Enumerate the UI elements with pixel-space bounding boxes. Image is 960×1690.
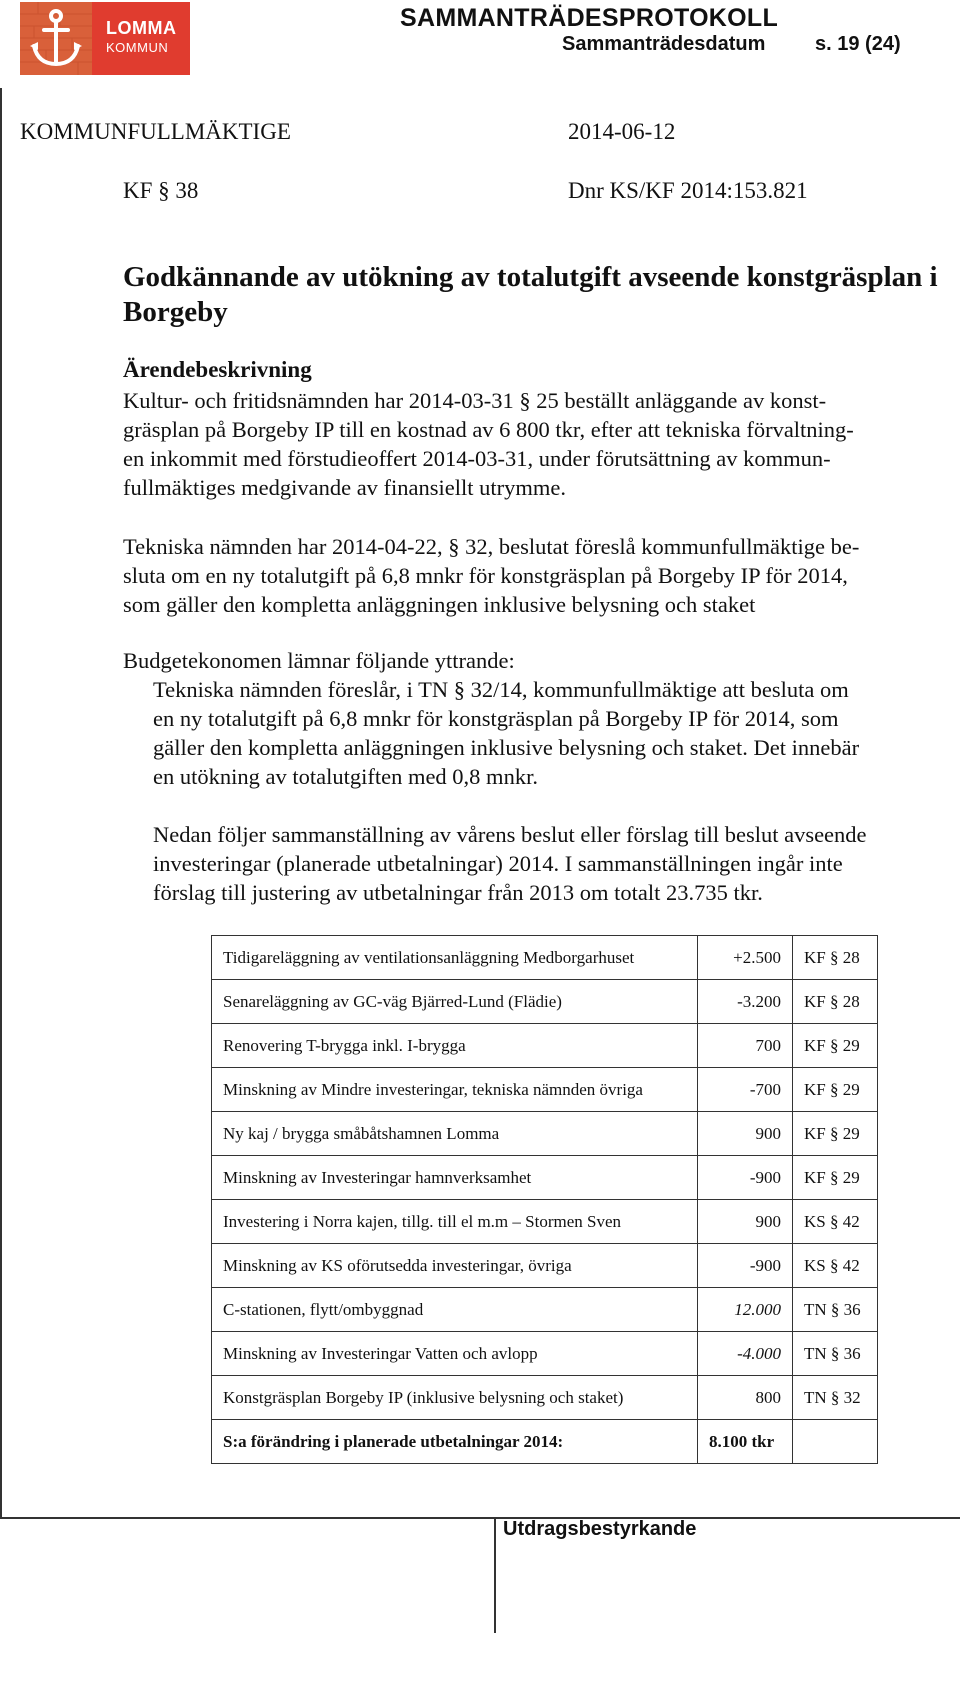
row-description: Minskning av Investeringar Vatten och avlopp xyxy=(212,1332,698,1376)
table-row xyxy=(212,1068,878,1112)
investment-table xyxy=(211,935,878,1464)
anchor-icon xyxy=(20,2,92,75)
sum-label: S:a förändring i planerade utbetalningar 2014: xyxy=(212,1420,698,1464)
row-amount: 12.000 xyxy=(698,1288,793,1332)
paragraph-description xyxy=(123,386,953,502)
row-reference: KF § 29 xyxy=(793,1068,878,1112)
text-line: en utökning av totalutgiften med 0,8 mnkr. xyxy=(153,764,538,789)
section-heading: Ärendebeskrivning xyxy=(123,357,312,382)
table-row xyxy=(212,1332,878,1376)
text-line: Tekniska nämnden har 2014-04-22, § 32, beslutat föreslå kommunfullmäktige be- xyxy=(123,534,860,559)
meeting-date-label: Sammanträdesdatum xyxy=(562,33,766,55)
row-reference: TN § 36 xyxy=(793,1332,878,1376)
row-description: Tidigareläggning av ventilationsanläggning Medborgarhuset xyxy=(212,936,698,980)
row-amount: 900 xyxy=(698,1112,793,1156)
text-line: Tekniska nämnden föreslår, i TN § 32/14, kommunfullmäktige att besluta om xyxy=(153,677,849,702)
text-line: gäller den kompletta anläggningen inklusive belysning och staket. Det innebär xyxy=(153,735,860,760)
logo-text-kommun: KOMMUN xyxy=(106,40,169,55)
committee-name: KOMMUNFULLMÄKTIGE xyxy=(20,119,291,144)
paragraph-summary-intro xyxy=(153,820,953,907)
row-reference: KF § 28 xyxy=(793,936,878,980)
row-description: Konstgräsplan Borgeby IP (inklusive belysning och staket) xyxy=(212,1376,698,1420)
page-title: Godkännande av utökning av totalutgift avseende konstgräsplan i Borgeby xyxy=(123,261,938,328)
row-reference: KF § 29 xyxy=(793,1112,878,1156)
registration-number: Dnr KS/KF 2014:153.821 xyxy=(568,178,808,203)
document-title: SAMMANTRÄDESPROTOKOLL xyxy=(400,4,779,32)
text-line: investeringar (planerade utbetalningar) 2014. I sammanställningen ingår inte xyxy=(153,851,843,876)
meeting-date: 2014-06-12 xyxy=(568,119,676,144)
table-row xyxy=(212,1112,878,1156)
municipality-logo xyxy=(20,2,190,75)
logo-text-lomma: LOMMA xyxy=(106,18,177,38)
row-reference: KF § 29 xyxy=(793,1024,878,1068)
signature-divider xyxy=(494,1517,496,1633)
table-row xyxy=(212,1244,878,1288)
row-reference: KF § 29 xyxy=(793,1156,878,1200)
row-amount: 900 xyxy=(698,1200,793,1244)
left-border-line xyxy=(0,88,2,1518)
text-line: Budgetekonomen lämnar följande yttrande: xyxy=(123,648,515,673)
text-line: fullmäktiges medgivande av finansiellt utrymme. xyxy=(123,475,567,500)
text-line: Kultur- och fritidsnämnden har 2014-03-31 § 25 beställt anläggande av konst- xyxy=(123,388,827,413)
row-amount: 800 xyxy=(698,1376,793,1420)
text-line: gräsplan på Borgeby IP till en kostnad av 6 800 tkr, efter att tekniska förvaltning- xyxy=(123,417,854,442)
row-description: Investering i Norra kajen, tillg. till el m.m – Stormen Sven xyxy=(212,1200,698,1244)
row-reference: TN § 32 xyxy=(793,1376,878,1420)
text-line: förslag till justering av utbetalningar från 2013 om totalt 23.735 tkr. xyxy=(153,880,763,905)
row-description: C-stationen, flytt/ombyggnad xyxy=(212,1288,698,1332)
table-row xyxy=(212,1376,878,1420)
text-line: sluta om en ny totalutgift på 6,8 mnkr för konstgräsplan på Borgeby IP för 2014, xyxy=(123,563,848,588)
row-amount: -4.000 xyxy=(698,1332,793,1376)
table-row xyxy=(212,936,878,980)
row-amount: -700 xyxy=(698,1068,793,1112)
page-number: s. 19 (24) xyxy=(815,33,901,55)
signature-label: Utdragsbestyrkande xyxy=(503,1518,697,1540)
footer-divider xyxy=(0,1517,960,1519)
row-description: Renovering T-brygga inkl. I-brygga xyxy=(212,1024,698,1068)
row-description: Senareläggning av GC-väg Bjärred-Lund (Flädie) xyxy=(212,980,698,1024)
text-line: Nedan följer sammanställning av vårens beslut eller förslag till beslut avseende xyxy=(153,822,867,847)
table-row xyxy=(212,1024,878,1068)
case-number: KF § 38 xyxy=(123,178,199,203)
row-amount: +2.500 xyxy=(698,936,793,980)
sum-value: 8.100 tkr xyxy=(698,1420,793,1464)
table-sum-row xyxy=(212,1420,878,1464)
row-description: Minskning av KS oförutsedda investeringar, övriga xyxy=(212,1244,698,1288)
row-description: Ny kaj / brygga småbåtshamnen Lomma xyxy=(212,1112,698,1156)
paragraph-budget-statement xyxy=(153,675,953,791)
paragraph-technical-committee xyxy=(123,532,953,619)
row-amount: -900 xyxy=(698,1244,793,1288)
row-amount: -900 xyxy=(698,1156,793,1200)
row-amount: -3.200 xyxy=(698,980,793,1024)
row-reference: TN § 36 xyxy=(793,1288,878,1332)
text-line: som gäller den kompletta anläggningen inklusive belysning och staket xyxy=(123,592,756,617)
text-line: en ny totalutgift på 6,8 mnkr för konstgräsplan på Borgeby IP för 2014, som xyxy=(153,706,839,731)
table-row xyxy=(212,1156,878,1200)
text-line: en inkommit med förstudieoffert 2014-03-31, under förutsättning av kommun- xyxy=(123,446,831,471)
row-description: Minskning av Investeringar hamnverksamhet xyxy=(212,1156,698,1200)
table-row xyxy=(212,1288,878,1332)
row-reference: KS § 42 xyxy=(793,1244,878,1288)
row-description: Minskning av Mindre investeringar, tekniska nämnden övriga xyxy=(212,1068,698,1112)
paragraph-budget-intro xyxy=(123,646,953,675)
row-reference: KF § 28 xyxy=(793,980,878,1024)
table-row xyxy=(212,980,878,1024)
row-reference: KS § 42 xyxy=(793,1200,878,1244)
sum-reference xyxy=(793,1420,878,1464)
table-row xyxy=(212,1200,878,1244)
row-amount: 700 xyxy=(698,1024,793,1068)
